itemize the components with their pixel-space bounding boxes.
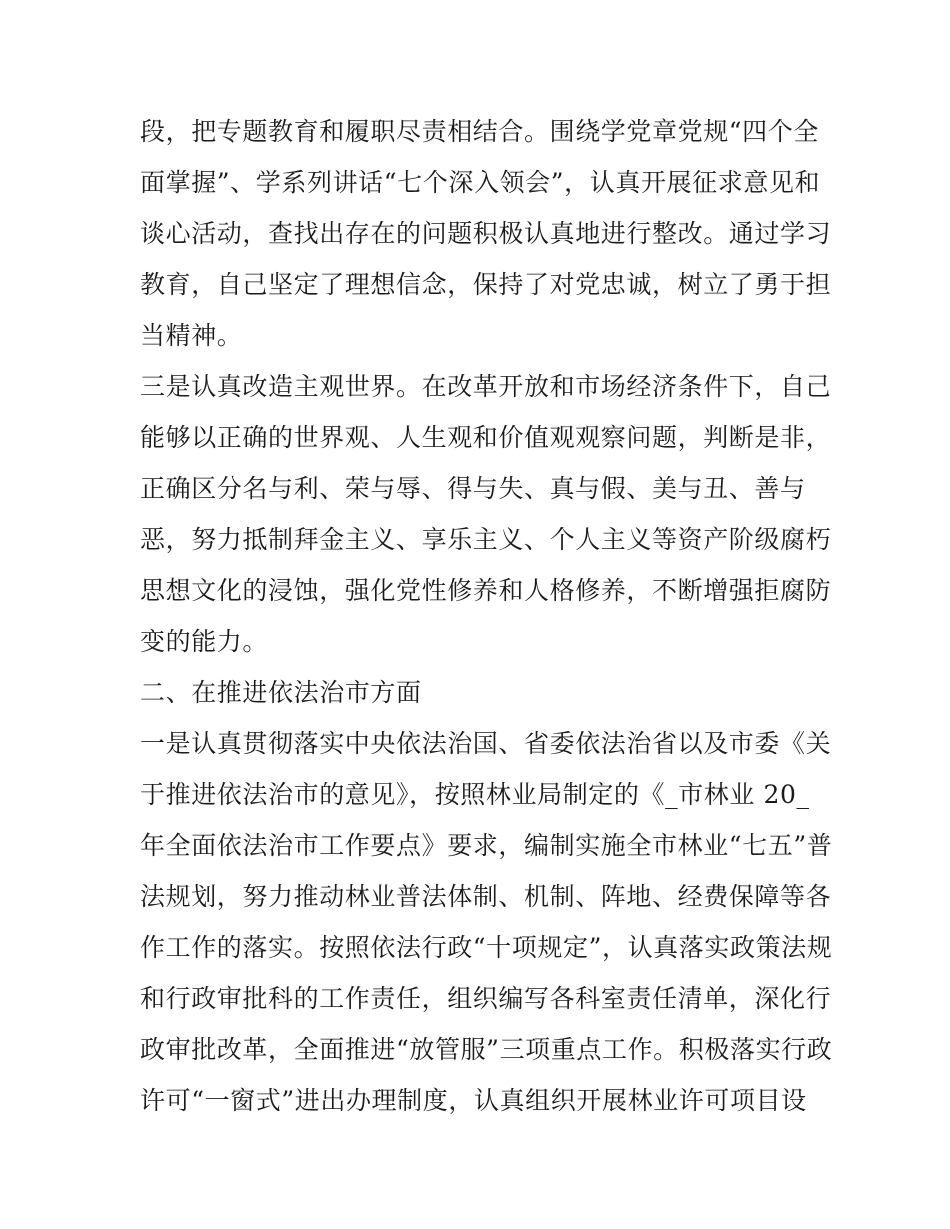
text-line: 谈心活动，查找出存在的问题积极认真地进行整改。通过学习 [140,219,832,248]
text-line: 年全面依法治市工作要点》要求，编制实施全市林业“七五”普 [140,831,833,860]
text-line: 当精神。 [140,321,243,350]
text-line: 变的能力。 [140,627,269,656]
document-body [140,106,833,1126]
section-heading: 二、在推进依法治市方面 [140,678,422,707]
text-line: 法规划，努力推动林业普法体制、机制、阵地、经费保障等各 [140,882,832,911]
text-line: 段，把专题教育和履职尽责相结合。围绕学党章党规“四个全 [140,117,819,146]
text-line: 和行政审批科的工作责任，组织编写各科室责任清单，深化行 [140,984,832,1013]
text-line: 一是认真贯彻落实中央依法治国、省委依法治省以及市委《关 [140,729,832,758]
text-line: 恶，努力抵制拜金主义、享乐主义、个人主义等资产阶级腐朽 [140,525,832,554]
text-line: 作工作的落实。按照依法行政“十项规定”，认真落实政策法规 [140,933,833,962]
text-line: 正确区分名与利、荣与辱、得与失、真与假、美与丑、善与 [140,474,806,503]
text-line: 思想文化的浸蚀，强化党性修养和人格修养，不断增强拒腐防 [140,576,832,605]
text-line: 面掌握”、学系列讲话“七个深入领会”，认真开展征求意见和 [140,168,821,197]
text-line: 教育，自己坚定了理想信念，保持了对党忠诚，树立了勇于担 [140,270,832,299]
text-line: 许可“一窗式”进出办理制度，认真组织开展林业许可项目设 [140,1086,807,1115]
text-line: 于推进依法治市的意见》，按照林业局制定的《_市林业 20_ [140,780,810,809]
text-line: 能够以正确的世界观、人生观和价值观观察问题，判断是非， [140,423,832,452]
text-line: 三是认真改造主观世界。在改革开放和市场经济条件下，自己 [140,372,832,401]
text-line: 政审批改革，全面推进“放管服”三项重点工作。积极落实行政 [140,1035,833,1064]
